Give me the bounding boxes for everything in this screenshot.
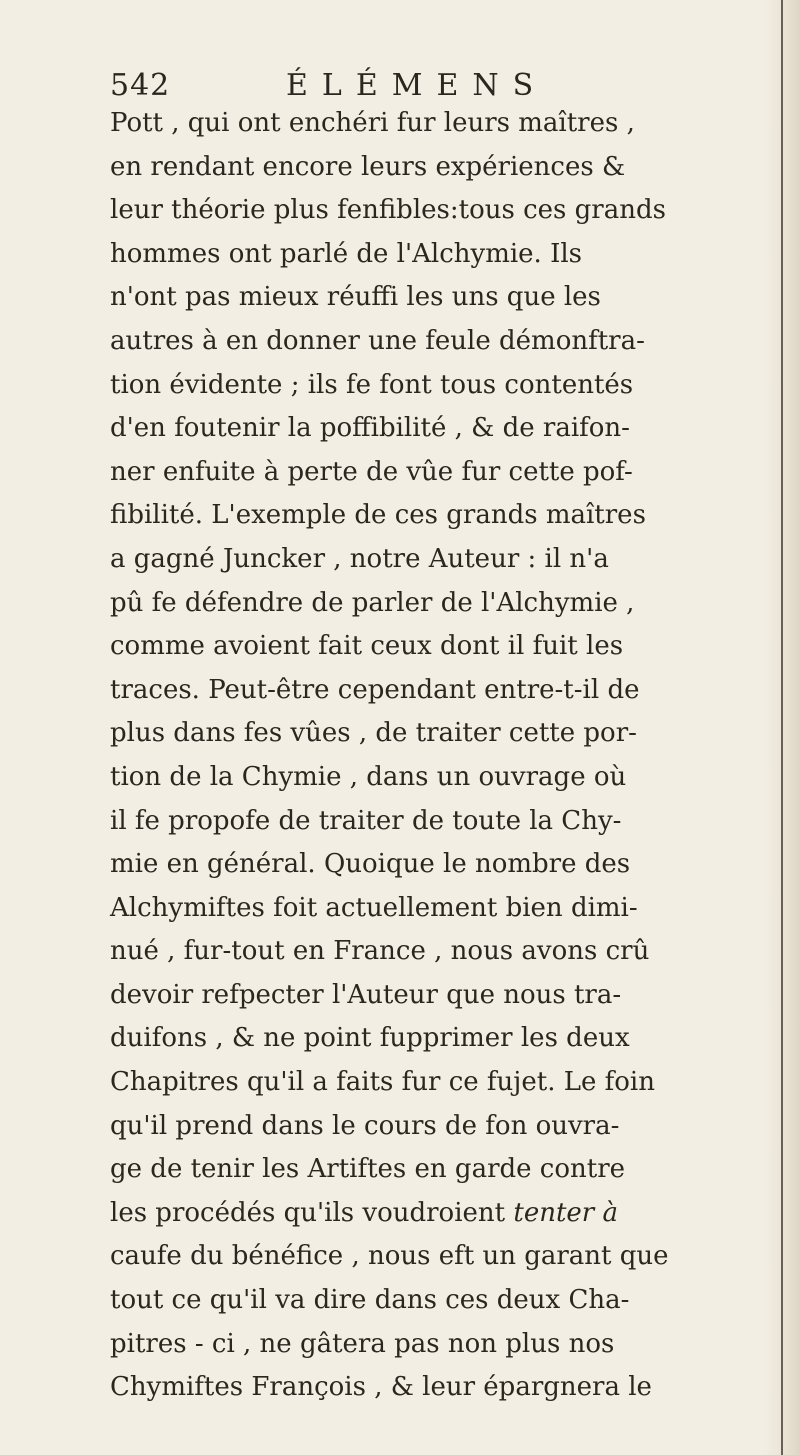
running-head: ÉLÉMENS <box>286 68 548 103</box>
text-line: autres à en donner une feule démonftra- <box>110 325 645 356</box>
italic-text: tenter à <box>513 1197 618 1228</box>
text-line: ge de tenir les Artiftes en garde contre <box>110 1154 626 1185</box>
text-line: pû fe défendre de parler de l'Alchymie , <box>110 587 635 618</box>
binding-edge-line <box>781 0 783 1455</box>
text-line: ner enfuite à perte de vûe fur cette pof- <box>110 456 633 487</box>
text-line-roman-part: les procédés qu'ils voudroient <box>110 1197 506 1228</box>
text-line: a gagné Juncker , notre Auteur : il n'a <box>110 543 609 574</box>
text-line: tion de la Chymie , dans un ouvrage où <box>110 761 627 792</box>
text-line: devoir refpecter l'Auteur que nous tra- <box>110 979 622 1010</box>
text-line: plus dans fes vûes , de traiter cette por- <box>110 718 637 749</box>
text-line-with-italic <box>110 1192 730 1236</box>
text-line: tout ce qu'il va dire dans ces deux Cha- <box>110 1285 630 1316</box>
text-line: hommes ont parlé de l'Alchymie. Ils <box>110 238 583 269</box>
text-line: duifons , & ne point fupprimer les deux <box>110 1023 630 1054</box>
text-line: caufe du bénéfice , nous eft un garant que <box>110 1241 669 1272</box>
text-line: en rendant encore leurs expériences & <box>110 151 626 182</box>
page-number: 542 <box>110 68 171 103</box>
text-line: tion évidente ; ils fe font tous contentés <box>110 369 634 400</box>
text-line: leur théorie plus fenfibles:tous ces grands <box>110 195 666 226</box>
text-line: il fe propofe de traiter de toute la Chy- <box>110 805 622 836</box>
text-line: Alchymiftes foit actuellement bien dimi- <box>110 892 638 923</box>
text-line: mie en général. Quoique le nombre des <box>110 849 631 880</box>
text-line: d'en foutenir la poffibilité , & de raifon- <box>110 413 630 444</box>
text-line: fibilité. L'exemple de ces grands maîtres <box>110 500 646 531</box>
text-line: n'ont pas mieux réuffi les uns que les <box>110 282 601 313</box>
text-line: nué , fur-tout en France , nous avons crû <box>110 936 650 967</box>
text-line: Chapitres qu'il a faits fur ce fujet. Le foin <box>110 1067 655 1098</box>
body-text <box>110 102 730 1410</box>
text-line: Pott , qui ont enchéri fur leurs maîtres , <box>110 108 635 138</box>
text-line: pitres - ci , ne gâtera pas non plus nos <box>110 1328 615 1359</box>
text-line: traces. Peut-être cependant entre-t-il de <box>110 674 640 705</box>
text-line: qu'il prend dans le cours de fon ouvra- <box>110 1110 620 1141</box>
text-line: Chymiftes François , & leur épargnera le <box>110 1372 652 1403</box>
text-line: comme avoient fait ceux dont il fuit les <box>110 631 624 662</box>
